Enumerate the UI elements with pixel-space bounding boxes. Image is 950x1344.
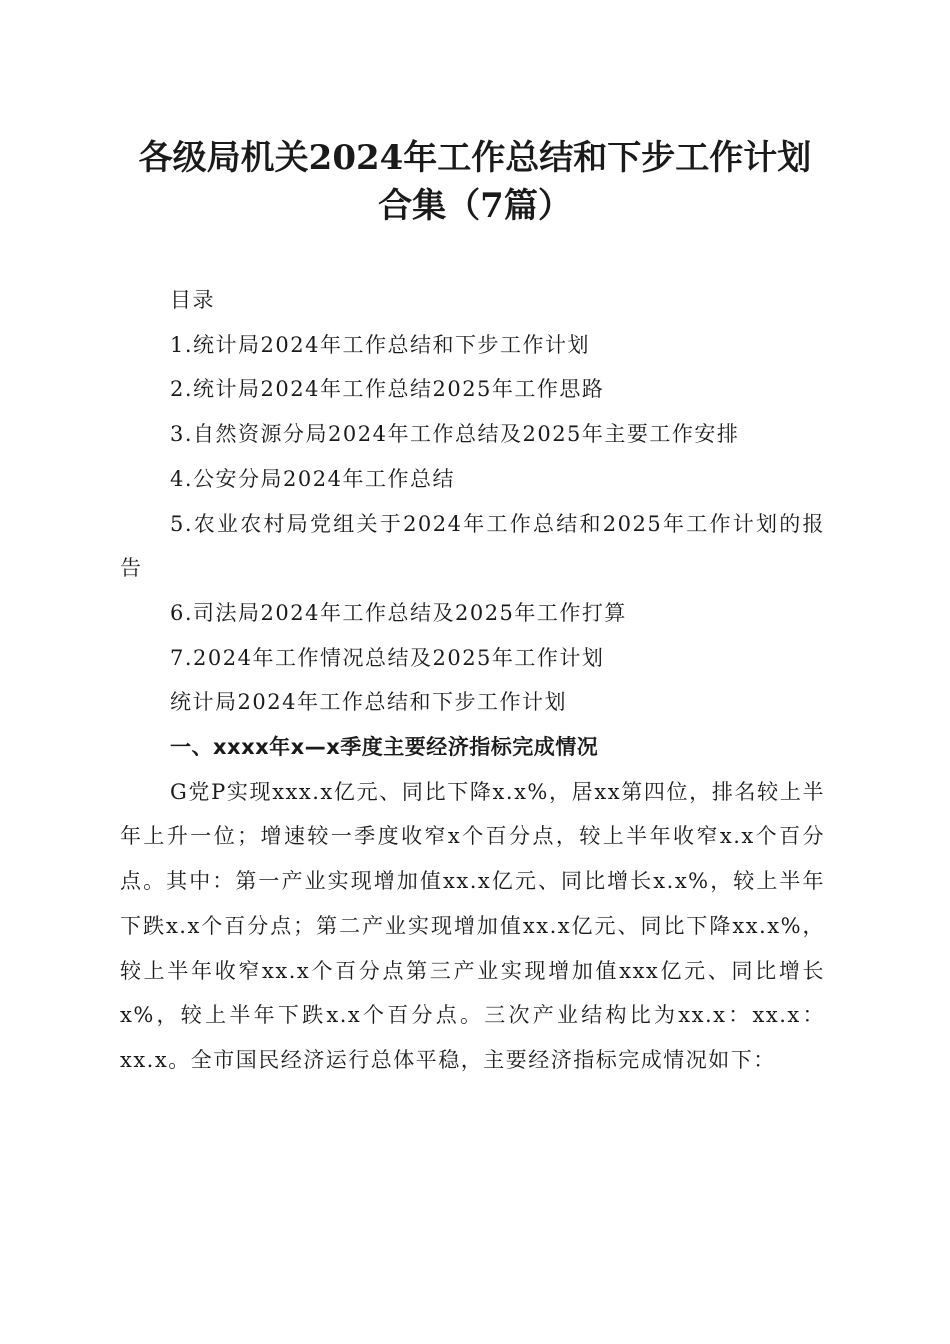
toc-item-1: 1.统计局2024年工作总结和下步工作计划 bbox=[170, 332, 590, 357]
toc-item-4: 4.公安分局2024年工作总结 bbox=[170, 466, 455, 491]
document-body bbox=[120, 278, 825, 1083]
toc-item-2: 2.统计局2024年工作总结2025年工作思路 bbox=[170, 377, 605, 402]
document-title-line-2: 合集（7篇） bbox=[378, 186, 572, 226]
toc-item-5: 5.农业农村局党组关于2024年工作总结和2025年工作计划的报告 bbox=[120, 511, 825, 581]
toc-label: 目录 bbox=[170, 288, 215, 312]
body-paragraph-1: G党P实现xxx.x亿元、同比下降x.x%，居xx第四位，排名较上半年上升一位；增速较一季度收窄x个百分点，较上半年收窄x.x个百分点。其中：第一产业实现增加值xx.x亿元、同比增长x.x%，较上半年下跌x.x个百分点；第二产业实现增加值xx.x亿元、同比下降xx.x%，较上半年收窄xx.x个百分点第三产业实现增加值xxx亿元、同比增长x%，较上半年下跌x.x个百分点。三次产业结构比为xx.x：xx.x：xx.x。全市国民经济运行总体平稳，主要经济指标完成情况如下： bbox=[120, 779, 825, 1072]
section-title: 统计局2024年工作总结和下步工作计划 bbox=[170, 690, 567, 715]
section-heading-1: 一、xxxx年x—x季度主要经济指标完成情况 bbox=[170, 735, 599, 760]
toc-item-7: 7.2024年工作情况总结及2025年工作计划 bbox=[170, 645, 605, 670]
document-title-line-1: 各级局机关2024年工作总结和下步工作计划 bbox=[138, 138, 812, 178]
toc-item-6: 6.司法局2024年工作总结及2025年工作打算 bbox=[170, 600, 627, 625]
document-title bbox=[100, 134, 850, 230]
toc-item-3: 3.自然资源分局2024年工作总结及2025年主要工作安排 bbox=[170, 422, 740, 447]
